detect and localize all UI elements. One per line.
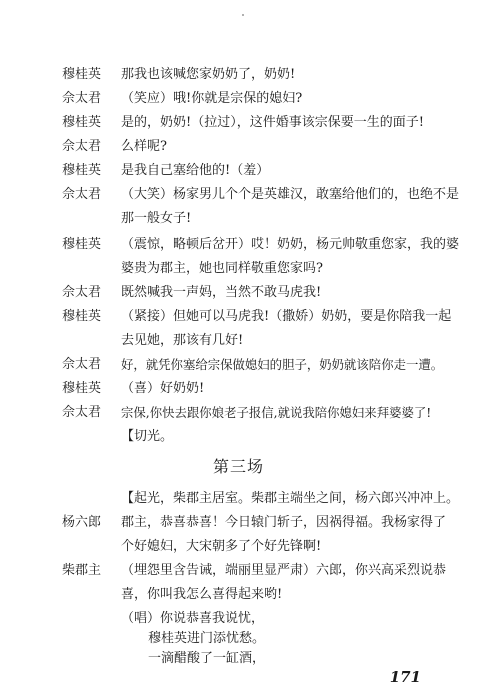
page-mark [242,14,244,16]
dialogue-text: 那我也该喊您家奶奶了，奶奶! [121,67,296,82]
dialogue-text: 去见她，那该有几好! [121,333,244,348]
speaker: 穆桂英 [62,309,102,324]
speaker: 柴郡主 [62,563,102,578]
dialogue-text: 是的，奶奶!（拉过），这件婚事该宗保要一生的面子! [121,115,424,130]
speaker: 佘太君 [62,187,102,202]
dialogue-text: 好，就凭你塞给宗保做媳妇的胆子，奶奶就该陪你走一遭。 [121,357,444,372]
dialogue-text: 既然喊我一声妈，当然不敢马虎我! [121,285,322,300]
dialogue-text: 喜，你叫我怎么喜得起来哟! [121,587,283,602]
dialogue-text: （笑应）哦!你就是宗保的媳妇? [121,91,303,106]
dialogue-text: 婆贵为郡主，她也同样敬重您家吗? [121,261,323,276]
dialogue-text: （大笑）杨家男儿个个是英雄汉，敢塞给他们的，也绝不是 [121,187,460,202]
speaker: 佘太君 [62,285,102,300]
page-number: 171 [389,668,421,686]
dialogue-text: 那一般女子! [121,211,192,226]
speaker: 佘太君 [62,91,102,106]
dialogue-text: 个好媳妇，大宋朝多了个好先锋啊! [121,539,322,554]
dialogue-text: 郡主，恭喜恭喜！今日辕门斩子，因祸得福。我杨家得了 [121,515,447,530]
speaker: 佘太君 [62,357,102,372]
dialogue-text: （埋怨里含告诫，端丽里显严肃）六郎，你兴高采烈说恭 [121,563,447,578]
song-line: （唱）你说恭喜我说忧， [121,611,265,626]
song-line: 一滴醋酸了一缸酒， [148,651,266,666]
dialogue-text: 么样呢? [121,139,167,154]
stage-direction: 【切光。 [121,429,174,444]
scene-title: 第三场 [212,457,264,476]
dialogue-text: （喜）好奶奶! [121,381,205,396]
speaker: 穆桂英 [62,381,102,396]
speaker: 佘太君 [62,139,102,154]
dialogue-text: （紧接）但她可以马虎我!（撒娇）奶奶，要是你陪我一起 [121,309,452,324]
stage-direction: 【起光，柴郡主居室。柴郡主端坐之间，杨六郎兴冲冲上。 [121,491,460,506]
speaker: 穆桂英 [62,237,102,252]
song-line: 穆桂英进门添忧愁。 [148,631,266,646]
speaker: 杨六郎 [62,515,102,530]
speaker: 穆桂英 [62,67,102,82]
dialogue-text: 是我自己塞给他的!（羞） [121,163,270,178]
dialogue-text: 宗保,你快去跟你娘老子报信,就说我陪你媳妇来拜婆婆了! [121,405,432,420]
speaker: 穆桂英 [62,163,102,178]
speaker: 穆桂英 [62,115,102,130]
dialogue-text: （震惊，略顿后岔开）哎！奶奶，杨元帅敬重您家，我的婆 [121,237,460,252]
speaker: 佘太君 [62,405,102,420]
